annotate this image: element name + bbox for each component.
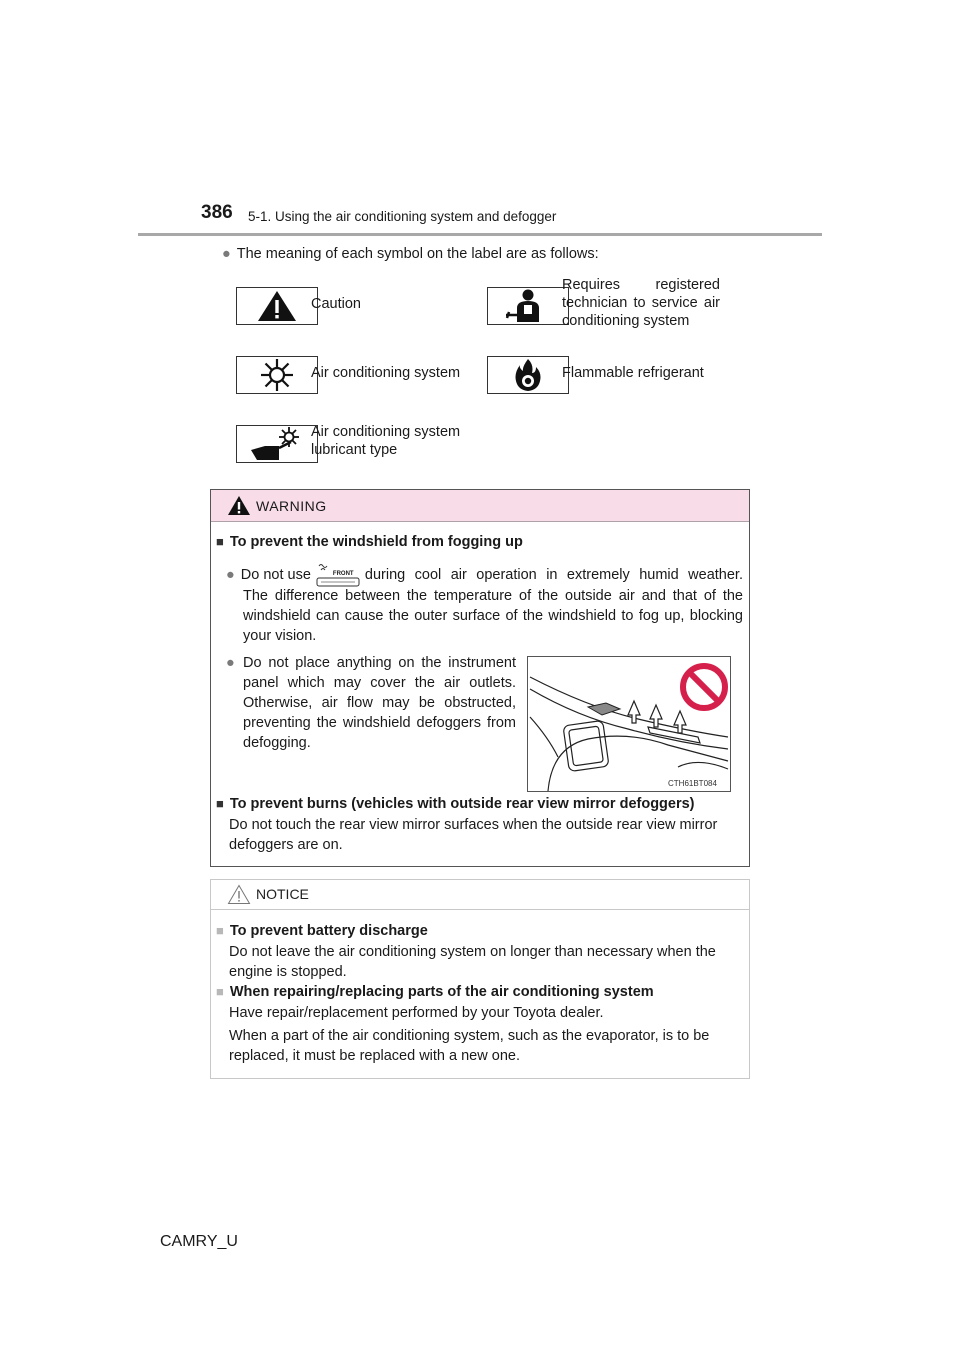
warning-section-2-text: Do not touch the rear view mirror surfaces when the outside rear view mirror defoggers are on.: [229, 817, 718, 853]
section-title: 5-1. Using the air conditioning system and defogger: [248, 209, 557, 224]
square-bullet-icon: ■: [216, 984, 224, 999]
header-divider: [138, 233, 822, 236]
snowflake-icon: [259, 358, 295, 392]
technician-symbol: [487, 287, 569, 325]
warning-section-1-heading: [216, 534, 523, 550]
notice-section-1-heading: [216, 923, 428, 939]
square-bullet-icon: ■: [216, 534, 224, 549]
notice-section-2-heading-text: When repairing/replacing parts of the air conditioning system: [229, 984, 654, 1000]
flammable-symbol: [487, 356, 569, 394]
notice-section-1-heading-text: To prevent battery discharge: [229, 923, 428, 939]
warning-item-1-post: during cool air operation in extremely humid weather.: [364, 567, 743, 583]
caution-icon: [256, 289, 298, 323]
dashboard-figure: [527, 656, 731, 792]
warning-item-1-line: [226, 562, 743, 588]
dashboard-illustration: [528, 657, 730, 791]
figure-code: CTH61BT084: [668, 779, 717, 788]
warning-box: [210, 489, 750, 867]
front-label: FRONT: [332, 571, 354, 577]
warning-item-2: [226, 653, 516, 753]
bullet-icon: ●: [226, 567, 235, 583]
warning-section-1-heading-text: To prevent the windshield from fogging up: [229, 534, 523, 550]
page-number: 386: [201, 202, 233, 223]
warning-header: [211, 490, 749, 522]
notice-section-2-text-2: When a part of the air conditioning system, such as the evaporator, is to be replaced, it must be replaced with a new one.: [229, 1028, 710, 1064]
intro-text: The meaning of each symbol on the label are as follows:: [236, 246, 599, 262]
notice-title: NOTICE: [256, 886, 309, 902]
footer-model: CAMRY_U: [160, 1233, 238, 1250]
lubricant-label: Air conditioning system lubricant type: [311, 424, 461, 458]
notice-section-2-heading: [216, 984, 654, 1000]
warning-section-2-heading: [216, 796, 695, 812]
caution-label: Caution: [311, 296, 361, 312]
warning-title: WARNING: [256, 498, 327, 514]
square-bullet-icon: ■: [216, 796, 224, 811]
front-defogger-button: [315, 562, 361, 588]
caution-symbol: [236, 287, 318, 325]
square-bullet-icon: ■: [216, 923, 224, 938]
ac-system-symbol: [236, 356, 318, 394]
notice-section-1-text: Do not leave the air conditioning system on longer than necessary when the engine is stopped.: [229, 944, 716, 980]
flame-icon: [510, 357, 546, 393]
warning-section-2-heading-text: To prevent burns (vehicles with outside rear view mirror defoggers): [229, 796, 695, 812]
prohibited-icon: [683, 666, 725, 708]
warning-item-1-cont: The difference between the temperature of the outside air and that of the windshield can cause the outer surface of the windshield to fog up, blocking your vision.: [243, 588, 743, 644]
ac-system-label: Air conditioning system: [311, 365, 461, 381]
oil-can-icon: [247, 426, 307, 462]
notice-header: [211, 880, 749, 910]
bullet-icon: ●: [222, 246, 231, 262]
intro-line: [222, 246, 599, 262]
notice-section-2-text-1: Have repair/replacement performed by your Toyota dealer.: [229, 1005, 604, 1021]
lubricant-symbol: [236, 425, 318, 463]
warning-item-2-text: Do not place anything on the instrument panel which may cover the air outlets. Otherwise, air flow may be obstructed, preventing the windshield defoggers from defogging.: [243, 655, 516, 751]
notice-box: [210, 879, 750, 1079]
flammable-label: Flammable refrigerant: [562, 365, 704, 381]
technician-label: Requires registered technician to service air conditioning system: [562, 277, 720, 329]
warning-icon: [227, 495, 251, 516]
technician-icon: [503, 288, 553, 324]
notice-icon: [227, 884, 251, 905]
bullet-icon: ●: [226, 655, 235, 671]
warning-item-1-pre: Do not use: [240, 567, 311, 583]
